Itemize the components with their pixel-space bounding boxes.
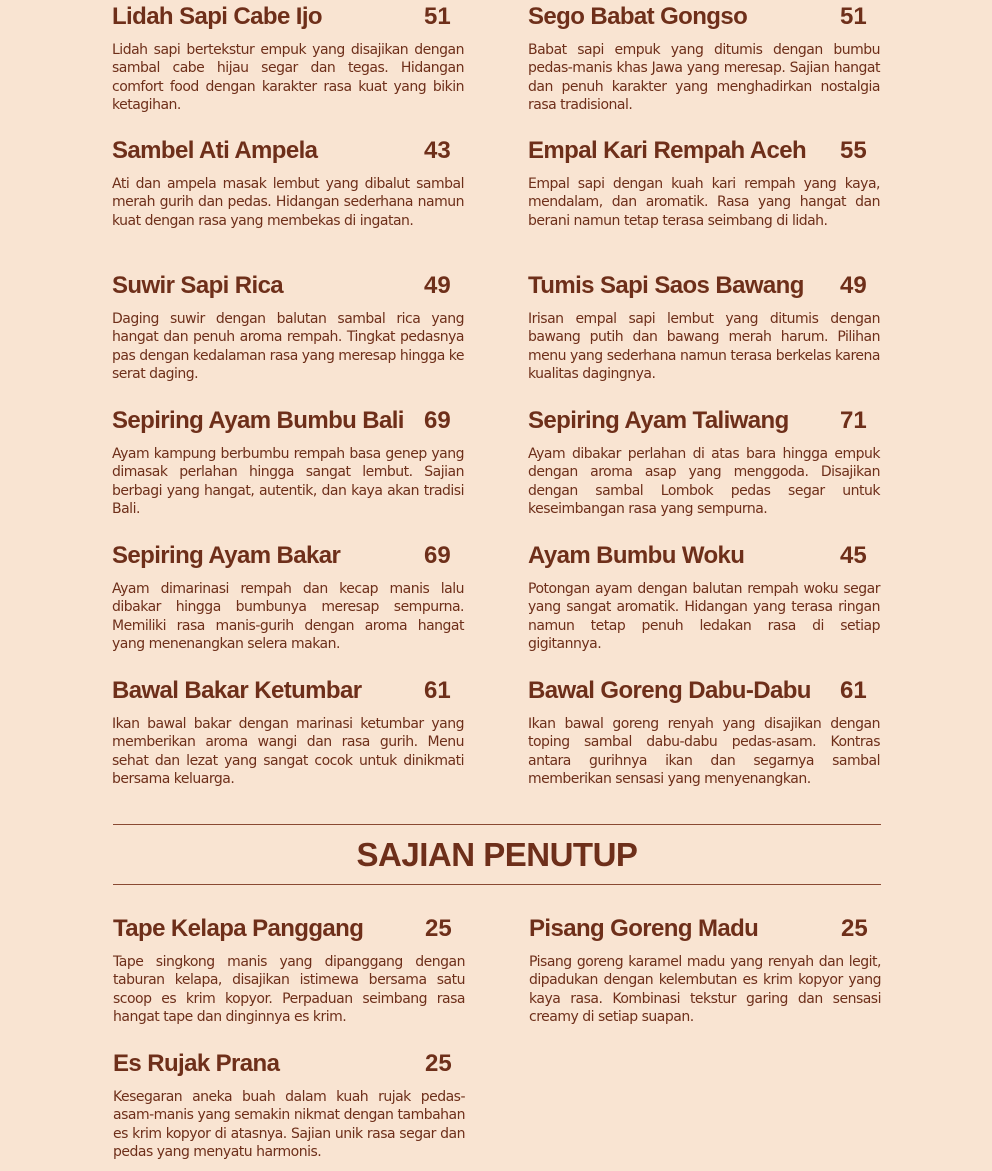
menu-item-description: Ikan bawal bakar dengan marinasi ketumbar yang memberikan aroma wangi dan rasa gurih. Menu sehat dan lezat yang sangat cocok untuk dinikmati bersama keluarga. [112, 716, 464, 787]
menu-item [528, 539, 880, 653]
menu-item-description: Pisang goreng karamel madu yang renyah dan legit, dipadukan dengan kelembutan es krim kopyor yang kaya rasa. Kombinasi tekstur garing dan sensasi creamy di setiap suapan. [529, 954, 881, 1025]
menu-item-price: 25 [841, 915, 868, 942]
menu-item-name: Bawal Bakar Ketumbar [112, 677, 362, 704]
menu-item [528, 134, 880, 230]
menu-item-name: Lidah Sapi Cabe Ijo [112, 3, 322, 30]
menu-item-description: Babat sapi empuk yang ditumis dengan bumbu pedas-manis khas Jawa yang meresap. Sajian hangat dan penuh karakter yang menghadirkan nostalgia rasa tradisional. [528, 42, 880, 113]
menu-item-description: Tape singkong manis yang dipanggang dengan taburan kelapa, disajikan istimewa bersama satu scoop es krim kopyor. Perpaduan seimbang rasa hangat tape dan dinginnya es krim. [113, 954, 465, 1025]
menu-item [112, 404, 464, 518]
menu-item-description: Ayam kampung berbumbu rempah basa genep yang dimasak perlahan hingga sangat lembut. Sajian berbagi yang hangat, autentik, dan kaya akan tradisi Bali. [112, 446, 464, 517]
section-title: SAJIAN PENUTUP [356, 836, 638, 873]
menu-item [112, 0, 464, 114]
menu-item-description: Lidah sapi bertekstur empuk yang disajikan dengan sambal cabe hijau segar dan tegas. Hidangan comfort food dengan karakter rasa kuat yang bikin ketagihan. [112, 42, 464, 113]
menu-item [112, 134, 464, 230]
menu-item-name: Sambel Ati Ampela [112, 137, 318, 164]
menu-item-description: Ayam dimarinasi rempah dan kecap manis lalu dibakar hingga bumbunya meresap sempurna. Memiliki rasa manis-gurih dengan aroma hangat yang menenangkan selera makan. [112, 581, 464, 652]
menu-item-price: 49 [840, 272, 867, 299]
menu-item-name: Tape Kelapa Panggang [113, 915, 364, 942]
menu-item-name: Ayam Bumbu Woku [528, 542, 745, 569]
section-divider-bottom [113, 884, 881, 885]
menu-item-price: 61 [840, 677, 867, 704]
menu-item [112, 674, 464, 788]
menu-item [528, 0, 880, 114]
menu-item-description: Potongan ayam dengan balutan rempah woku segar yang sangat aromatik. Hidangan yang terasa ringan namun tetap penuh ledakan rasa di setiap gigitannya. [528, 581, 880, 652]
menu-item-price: 69 [424, 407, 451, 434]
section-divider-top [113, 824, 881, 825]
menu-item-price: 45 [840, 542, 867, 569]
menu-item-price: 25 [425, 1050, 452, 1077]
menu-item-price: 61 [424, 677, 451, 704]
menu-item-description: Kesegaran aneka buah dalam kuah rujak pedas-asam-manis yang semakin nikmat dengan tambahan es krim kopyor di atasnya. Sajian unik rasa segar dan pedas yang menyatu harmonis. [113, 1089, 465, 1160]
menu-item [112, 539, 464, 653]
menu-item-name: Pisang Goreng Madu [529, 915, 759, 942]
menu-item-name: Tumis Sapi Saos Bawang [528, 272, 804, 299]
menu-item-description: Empal sapi dengan kuah kari rempah yang kaya, mendalam, dan aromatik. Rasa yang hangat dan berani namun tetap terasa seimbang di lidah. [528, 176, 880, 229]
menu-item-price: 51 [840, 3, 867, 30]
menu-item [113, 1047, 465, 1161]
menu-item-description: Ayam dibakar perlahan di atas bara hingga empuk dengan aroma asap yang menggoda. Disajikan dengan sambal Lombok pedas segar untuk keseimbangan rasa yang sempurna. [528, 446, 880, 517]
menu-item-name: Sego Babat Gongso [528, 3, 748, 30]
menu-item-name: Empal Kari Rempah Aceh [528, 137, 806, 164]
menu-item-description: Daging suwir dengan balutan sambal rica yang hangat dan penuh aroma rempah. Tingkat pedasnya pas dengan kedalaman rasa yang meresap hingga ke serat daging. [112, 311, 464, 382]
menu-item-price: 49 [424, 272, 451, 299]
menu-item-price: 51 [424, 3, 451, 30]
menu-item-description: Ikan bawal goreng renyah yang disajikan dengan toping sambal dabu-dabu pedas-asam. Kontras antara gurihnya ikan dan segarnya sambal memberikan sensasi yang menyenangkan. [528, 716, 880, 787]
menu-item-name: Suwir Sapi Rica [112, 272, 284, 299]
menu-item [528, 269, 880, 383]
menu-item-price: 69 [424, 542, 451, 569]
menu-item-name: Sepiring Ayam Bumbu Bali [112, 407, 404, 434]
menu-item-name: Sepiring Ayam Bakar [112, 542, 341, 569]
menu-item-name: Bawal Goreng Dabu-Dabu [528, 677, 811, 704]
menu-item-description: Irisan empal sapi lembut yang ditumis dengan bawang putih dan bawang merah harum. Pilihan menu yang sederhana namun terasa berkelas karena kualitas dagingnya. [528, 311, 880, 382]
menu-item [528, 404, 880, 518]
menu-item [528, 674, 880, 788]
menu-item [529, 912, 881, 1026]
menu-item-name: Sepiring Ayam Taliwang [528, 407, 789, 434]
menu-item-description: Ati dan ampela masak lembut yang dibalut sambal merah gurih dan pedas. Hidangan sederhana namun kuat dengan rasa yang membekas di ingatan. [112, 176, 464, 229]
menu-item-price: 55 [840, 137, 867, 164]
menu-item-price: 71 [840, 407, 867, 434]
menu-item-price: 43 [424, 137, 451, 164]
menu-item [113, 912, 465, 1026]
menu-item-name: Es Rujak Prana [113, 1050, 280, 1077]
menu-item [112, 269, 464, 383]
menu-item-price: 25 [425, 915, 452, 942]
